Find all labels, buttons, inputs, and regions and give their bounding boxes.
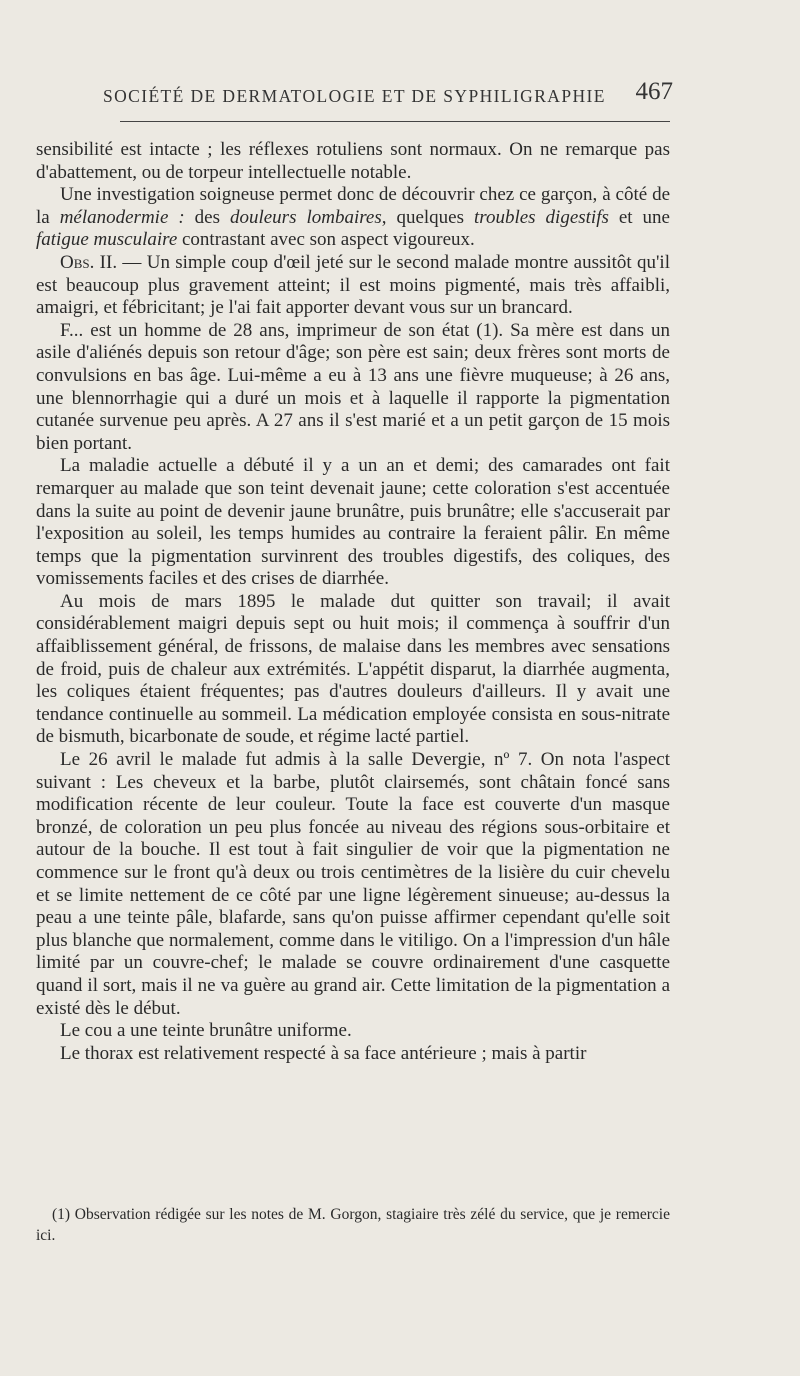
footnote-text: (1) Observation rédigée sur les notes de M. Gorgon, stagiaire très zélé du service, que je remercie ici.: [36, 1206, 670, 1244]
paragraph-5: La maladie actuelle a débuté il y a un an et demi; des camarades ont fait remarquer au malade que son teint devenait jaune; cette coloration s'est accentuée dans la suite au point de devenir jaune brunâtre, puis brunâtre; elle s'accuserait par l'exposition au soleil, les temps humides au contraire la feraient pâlir. En même temps que la pigmentation survinrent des troubles digestifs, des coliques, des vomissements faciles et des crises de diarrhée.: [36, 455, 670, 590]
paragraph-2-text-e: , quelques: [381, 206, 474, 228]
paragraph-6: Au mois de mars 1895 le malade dut quitter son travail; il avait considérablement maigri depuis sept ou huit mois; il commença à souffrir d'un affaiblissement général, de frissons, de malaise dans les membres avec sensations de froid, puis de chaleur aux extrémités. L'appétit disparut, la diarrhée augmenta, les coliques étaient fréquentes; pas d'autres douleurs d'ailleurs. Il y avait une tendance continuelle au sommeil. La médication employée consista en sous-nitrate de bismuth, bicarbonate de soude, et régime lacté partiel.: [36, 590, 670, 748]
observation-label: Obs. II.: [60, 251, 118, 273]
paragraph-1: sensibilité est intacte ; les réflexes rotuliens sont normaux. On ne remarque pas d'abattement, ou de torpeur intellectuelle notable.: [36, 139, 670, 183]
paragraph-9: Le thorax est relativement respecté à sa face antérieure ; mais à partir: [60, 1042, 587, 1064]
term-melanodermie: mélanodermie :: [59, 206, 185, 228]
paragraph-2-text-i: contrastant avec son aspect vigoureux.: [177, 229, 475, 251]
body-text: [36, 139, 670, 1065]
paragraph-2-text-a: Une investigation soigneuse permet donc de découvrir chez ce garçon, à côté de la: [36, 184, 670, 228]
paragraph-7: Le 26 avril le malade fut admis à la salle Devergie, nº 7. On nota l'aspect suivant : Les cheveux et la barbe, plutôt clairsemés, sont châtain foncé sans modification récente de leur couleur. Toute la face est couverte d'un masque bronzé, de coloration un peu plus foncée au niveau des régions sous-orbitaire et autour de la bouche. Il est tout à fait singulier de voir que la pigmentation ne commence sur le front qu'à deux ou trois centimètres de la lisière du cuir chevelu et se limite nettement de ce côté par une ligne légèrement sinueuse; au-dessus la peau a une teinte pâle, blafarde, sans qu'on puisse affirmer cependant qu'elle soit plus blanche que normalement, comme dans le vitiligo. On a l'impression d'un hâle limité par un couvre-chef; le malade se couvre ordinairement d'une casquette quand il sort, mais il ne va guère au grand air. Cette limitation de la pigmentation a existé dès le début.: [36, 749, 670, 1019]
footnote: [36, 1205, 670, 1246]
running-header: [103, 78, 673, 112]
paragraph-8: Le cou a une teinte brunâtre uniforme.: [60, 1020, 352, 1042]
paragraph-3-text: — Un simple coup d'œil jeté sur le second malade montre aussitôt qu'il est beaucoup plus gravement atteint; il est moins pigmenté, mais très affaibli, amaigri, et fébricitant; je l'ai fait apporter devant vous sur un brancard.: [36, 251, 670, 319]
page-number: 467: [635, 78, 673, 105]
paragraph-2-text-g: et une: [608, 206, 670, 228]
header-rule: [120, 121, 670, 122]
term-troubles-digestifs: troubles digestifs: [474, 206, 609, 228]
term-douleurs-lombaires: douleurs lombaires: [229, 206, 382, 228]
header-title: SOCIÉTÉ DE DERMATOLOGIE ET DE SYPHILIGRAPHIE: [103, 86, 606, 106]
paragraph-2-text-c: des: [184, 206, 230, 228]
paragraph-3: [36, 252, 670, 320]
paragraph-4: F... est un homme de 28 ans, imprimeur de son état (1). Sa mère est dans un asile d'aliénés depuis son retour d'âge; son père est sain; deux frères sont morts de convulsions en bas âge. Lui-même a eu à 13 ans une fièvre muqueuse; à 26 ans, une blennorrhagie qui a duré un mois et à laquelle il rapporte la pigmentation cutanée survenue peu après. A 27 ans il s'est marié et a un petit garçon de 15 mois bien portant.: [36, 319, 670, 454]
term-fatigue-musculaire: fatigue musculaire: [36, 229, 178, 251]
paragraph-2: [36, 184, 670, 252]
